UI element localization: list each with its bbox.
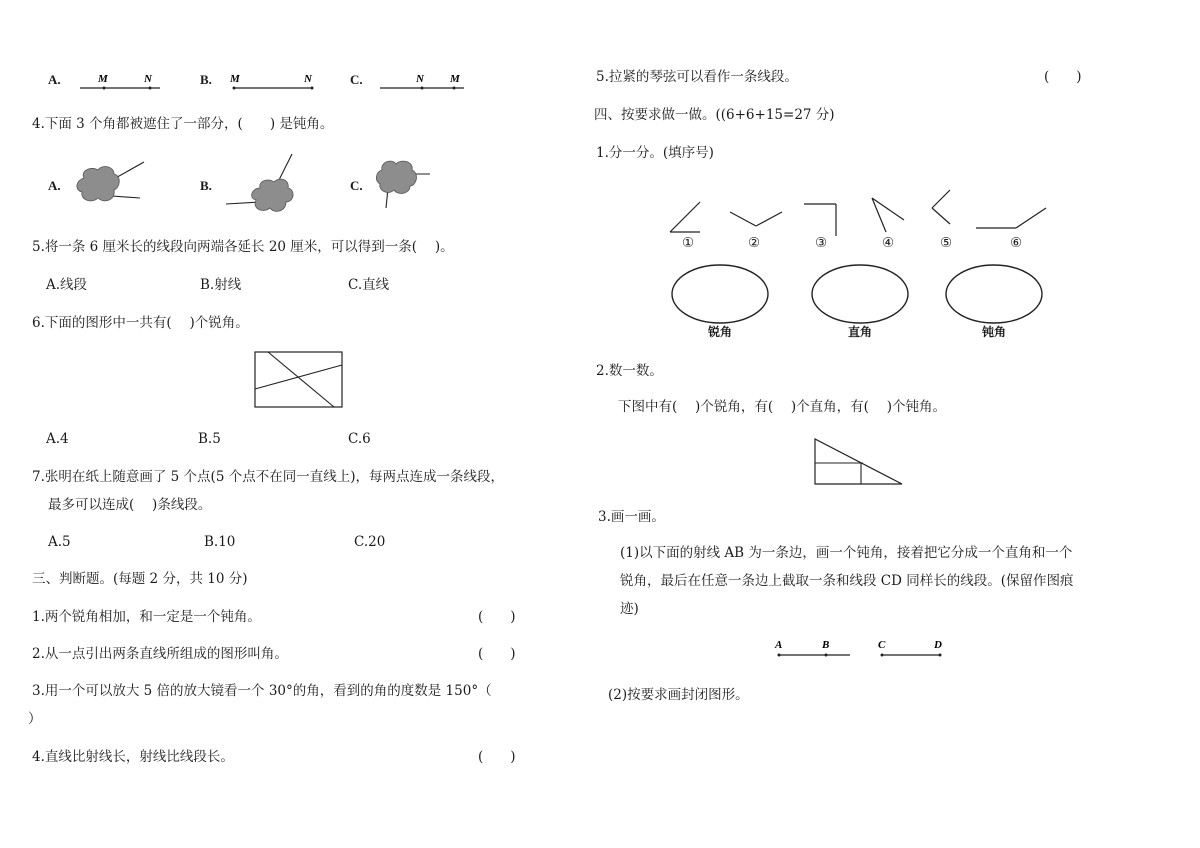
angle-number-3: ③	[815, 235, 828, 251]
judge-1-blank[interactable]: ( )	[478, 609, 516, 625]
category-ovals-figure	[668, 264, 1068, 326]
q6-option-c: C.6	[348, 431, 371, 447]
angle-number-1: ①	[682, 235, 695, 251]
q3b-point-n: N	[304, 73, 312, 85]
acute-oval	[672, 265, 768, 323]
judge-4-text: 4.直线比射线长，射线比线段长。	[32, 749, 234, 765]
q4-option-c-label: C.	[350, 178, 363, 193]
point-d: D	[934, 639, 942, 651]
q6-option-b: B.5	[198, 431, 221, 447]
angle-number-4: ④	[882, 235, 895, 251]
q7-option-a: A.5	[48, 534, 71, 550]
q3-option-b-label: B.	[200, 72, 212, 87]
q7-option-b: B.10	[204, 534, 236, 550]
section3-title: 三、判断题。(每题 2 分，共 10 分)	[32, 571, 248, 587]
q3-option-a-figure	[80, 70, 160, 94]
q6-rectangle-figure	[254, 351, 344, 409]
q6-text: 6.下面的图形中一共有( )个锐角。	[32, 315, 249, 331]
q4-text: 4.下面 3 个角都被遮住了一部分，( ) 是钝角。	[32, 116, 334, 132]
q5-option-c: C.直线	[348, 277, 390, 293]
angle-number-6: ⑥	[1010, 235, 1023, 251]
q5-option-a: A.线段	[46, 277, 88, 293]
right-q5-text: 5.拉紧的琴弦可以看作一条线段。	[596, 69, 798, 85]
q7-text-line2: 最多可以连成( )条线段。	[48, 497, 212, 513]
q4-option-c-figure	[374, 158, 444, 218]
q5-option-b: B.射线	[200, 277, 242, 293]
oval-label-acute: 锐角	[708, 325, 733, 339]
q7-option-c: C.20	[354, 534, 386, 550]
part3-sub1-line1: (1)以下面的射线 AB 为一条边，画一个钝角，接着把它分成一个直角和一个	[620, 545, 1073, 561]
q7-text-line1: 7.张明在纸上随意画了 5 个点(5 个点不在同一直线上)，每两点连成一条线段，	[32, 469, 504, 485]
part3-sub1-line2: 锐角，最后在任意一条边上截取一条和线段 CD 同样长的线段。(保留作图痕	[620, 573, 1074, 589]
part2-text: 下图中有( )个锐角，有( )个直角，有( )个钝角。	[618, 399, 946, 415]
judge-4-blank[interactable]: ( )	[478, 749, 516, 765]
part2-triangle-figure	[813, 437, 905, 487]
angle-number-5: ⑤	[940, 235, 953, 251]
point-c: C	[878, 639, 886, 651]
q3a-point-n: N	[144, 73, 152, 85]
q4-option-a-label: A.	[48, 178, 61, 193]
oval-label-obtuse: 钝角	[982, 325, 1007, 339]
right-q5-blank[interactable]: ( )	[1044, 69, 1082, 85]
ray-ab-and-segment-cd	[774, 636, 954, 666]
q3c-point-n: N	[416, 73, 424, 85]
q6-option-a: A.4	[46, 431, 69, 447]
part3-sub2: (2)按要求画封闭图形。	[608, 687, 749, 703]
oval-label-right: 直角	[848, 325, 873, 339]
q3-option-c-label: C.	[350, 72, 363, 87]
judge-3-blank[interactable]: ）	[28, 711, 42, 727]
point-b: B	[822, 639, 830, 651]
right-oval	[812, 265, 908, 323]
judge-1-text: 1.两个锐角相加，和一定是一个钝角。	[32, 609, 261, 625]
point-a: A	[775, 639, 783, 651]
part2-title: 2.数一数。	[596, 363, 663, 379]
q4-option-a-figure	[74, 156, 154, 216]
q3c-point-m: M	[450, 73, 460, 85]
judge-2-blank[interactable]: ( )	[478, 646, 516, 662]
q5-text: 5.将一条 6 厘米长的线段向两端各延长 20 厘米，可以得到一条( )。	[32, 239, 454, 255]
section4-title: 四、按要求做一做。((6+6+15=27 分)	[594, 107, 835, 123]
part3-sub1-line3: 迹)	[620, 601, 639, 617]
q4-option-b-label: B.	[200, 178, 212, 193]
part3-title: 3.画一画。	[598, 509, 665, 525]
angles-row-figure	[660, 190, 1060, 246]
obtuse-oval	[946, 265, 1042, 323]
q3b-point-m: M	[230, 73, 240, 85]
q3-option-c-figure	[380, 70, 470, 94]
q3-option-a-label: A.	[48, 72, 61, 87]
angle-number-2: ②	[748, 235, 761, 251]
judge-3-text: 3.用一个可以放大 5 倍的放大镜看一个 30°的角，看到的角的度数是 150°（	[32, 683, 492, 699]
part1-title: 1.分一分。(填序号)	[596, 145, 714, 161]
q3-option-b-figure	[230, 70, 320, 94]
q4-option-b-figure	[224, 152, 304, 218]
judge-2-text: 2.从一点引出两条直线所组成的图形叫角。	[32, 646, 288, 662]
q3a-point-m: M	[98, 73, 108, 85]
